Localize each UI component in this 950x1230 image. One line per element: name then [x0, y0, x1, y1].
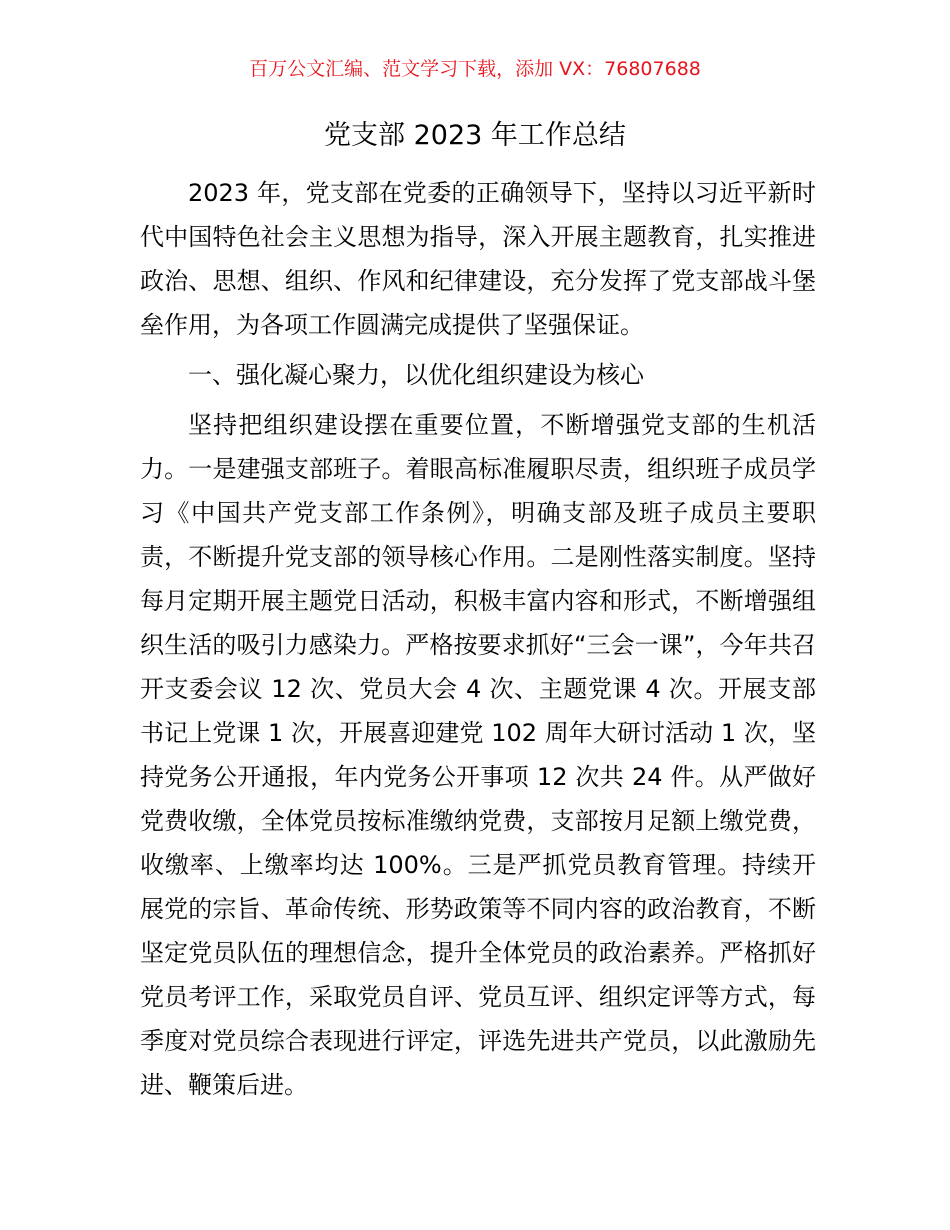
intro-paragraph: 2023 年，党支部在党委的正确领导下，坚持以习近平新时代中国特色社会主义思想为指导，深入开展主题教育，扎实推进政治、思想、组织、作风和纪律建设，充分发挥了党支部战斗堡垒作用，为各项工作圆满完成提供了坚强保证。 — [140, 179, 816, 339]
document-body — [140, 171, 816, 1107]
section-paragraph: 坚持把组织建设摆在重要位置，不断增强党支部的生机活力。一是建强支部班子。着眼高标准履职尽责，组织班子成员学习《中国共产党支部工作条例》，明确支部及班子成员主要职责，不断提升党支部的领导核心作用。二是刚性落实制度。坚持每月定期开展主题党日活动，积极丰富内容和形式，不断增强组织生活的吸引力感染力。严格按要求抓好“三会一课”，今年共召开支委会议 12 次、党员大会 4 次、主题党课 4 次。开展支部书记上党课 1 次，开展喜迎建党 102 周年大研讨活动 1 次，坚持党务公开通报，年内党务公开事项 12 次共 24 件。从严做好党费收缴，全体党员按标准缴纳党费，支部按月足额上缴党费，收缴率、上缴率均达 100%。三是严抓党员教育管理。持续开展党的宗旨、革命传统、形势政策等不同内容的政治教育，不断坚定党员队伍的理想信念，提升全体党员的政治素养。严格抓好党员考评工作，采取党员自评、党员互评、组织定评等方式，每季度对党员综合表现进行评定，评选先进共产党员，以此激励先进、鞭策后进。 — [140, 411, 816, 1099]
download-banner: 百万公文汇编、范文学习下载，添加 VX：76807688 — [249, 58, 701, 80]
document-title: 党支部 2023 年工作总结 — [324, 120, 626, 151]
section-heading: 一、强化凝心聚力，以优化组织建设为核心 — [188, 361, 644, 389]
